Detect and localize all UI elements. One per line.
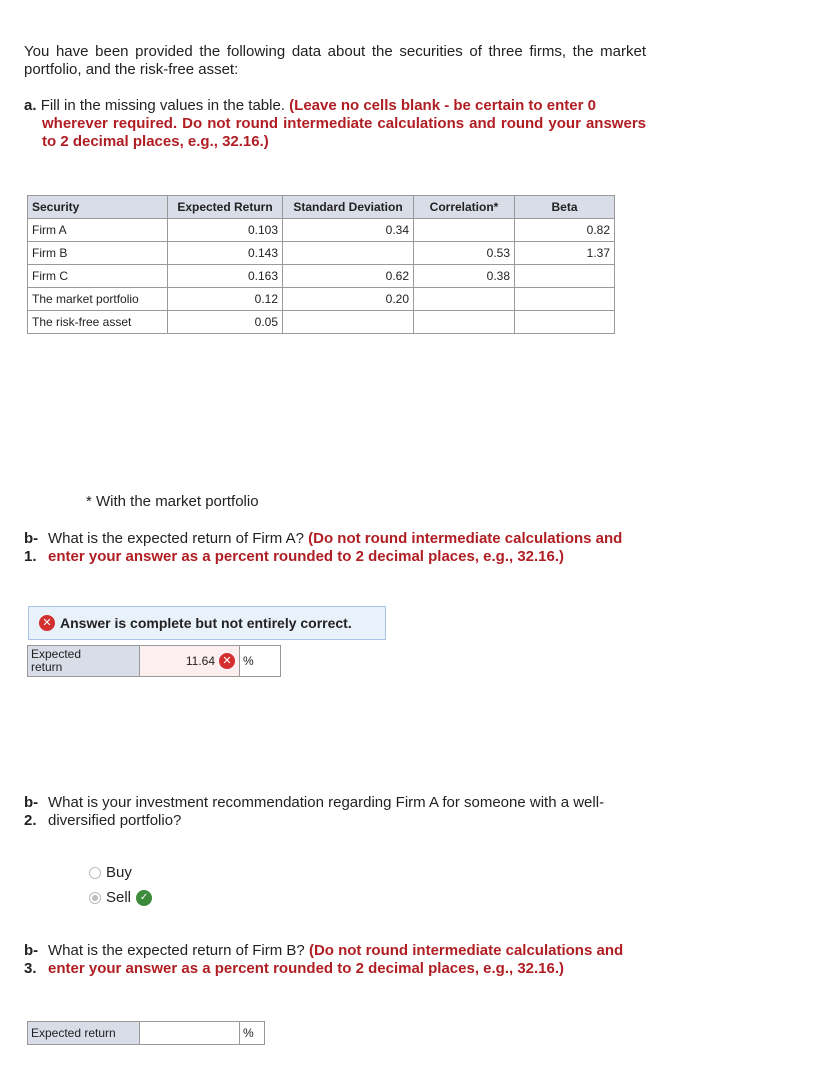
x-circle-icon: ✕ <box>39 615 55 631</box>
radio-sell-circle[interactable] <box>89 892 101 904</box>
intro-text: You have been provided the following data about the securities of three firms, the market portfolio, and the risk-free asset: <box>24 43 646 78</box>
cell-beta: 1.37 <box>515 242 615 265</box>
cell-standard-deviation: 0.34 <box>283 219 414 242</box>
cell-standard-deviation <box>283 311 414 334</box>
footnote: * With the market portfolio <box>86 493 259 510</box>
cell-beta <box>515 288 615 311</box>
banner-text: Answer is complete but not entirely correct. <box>60 615 352 631</box>
header-expected-return: Expected Return <box>168 196 283 219</box>
cell-expected-return: 0.05 <box>168 311 283 334</box>
b1-text: What is the expected return of Firm A? <box>48 530 304 547</box>
cell-security: Firm B <box>28 242 168 265</box>
b1-percent-unit: % <box>240 646 280 676</box>
b3-instruction-1: (Do not round intermediate calculations and <box>308 942 624 959</box>
part-a-question <box>24 97 646 151</box>
b3-number-part1: b- <box>24 942 39 959</box>
cell-standard-deviation <box>283 242 414 265</box>
b1-answer-value: 11.64 <box>185 654 215 668</box>
b1-number-part2: 1. <box>24 548 37 565</box>
cell-expected-return: 0.12 <box>168 288 283 311</box>
radio-sell-label: Sell <box>106 889 132 906</box>
header-correlation: Correlation* <box>414 196 515 219</box>
b3-text: What is the expected return of Firm B? <box>48 942 305 959</box>
cell-correlation <box>414 311 515 334</box>
b3-instruction-2: enter your answer as a percent rounded to 2 decimal places, e.g., 32.16.) <box>48 960 565 977</box>
b2-text-line1: What is your investment recommendation regarding Firm A for someone with a well- <box>48 794 605 811</box>
cell-correlation: 0.38 <box>414 265 515 288</box>
b1-instruction-2: enter your answer as a percent rounded to 2 decimal places, e.g., 32.16.) <box>48 548 565 565</box>
b2-text-line2: diversified portfolio? <box>48 812 182 829</box>
cell-standard-deviation: 0.20 <box>283 288 414 311</box>
radio-buy[interactable] <box>89 864 132 881</box>
part-a-instruction-1: (Leave no cells blank - be certain to enter 0 <box>289 97 596 114</box>
table-row <box>28 219 615 242</box>
cell-expected-return: 0.103 <box>168 219 283 242</box>
b1-instruction-1: (Do not round intermediate calculations and <box>308 530 623 547</box>
b1-expected-return-input[interactable] <box>140 646 240 676</box>
b3-number-part2: 3. <box>24 960 37 977</box>
b3-answer-label: Expected return <box>28 1022 140 1044</box>
cell-expected-return: 0.143 <box>168 242 283 265</box>
radio-sell[interactable] <box>89 889 152 906</box>
table-header-row <box>28 196 615 219</box>
table-row <box>28 265 615 288</box>
cell-security: Firm C <box>28 265 168 288</box>
cell-beta <box>515 265 615 288</box>
part-a-instruction-2: wherever required. Do not round intermediate calculations and round your answers to 2 decimal places, e.g., 32.16.) <box>42 115 646 150</box>
cell-beta <box>515 311 615 334</box>
header-security: Security <box>28 196 168 219</box>
b1-number-part1: b- <box>24 530 39 547</box>
cell-expected-return: 0.163 <box>168 265 283 288</box>
b2-number-part1: b- <box>24 794 39 811</box>
table-row <box>28 288 615 311</box>
radio-buy-label: Buy <box>106 864 132 881</box>
table-row <box>28 242 615 265</box>
question-b1 <box>24 530 654 568</box>
cell-beta: 0.82 <box>515 219 615 242</box>
b3-answer-row <box>27 1021 265 1045</box>
header-standard-deviation: Standard Deviation <box>283 196 414 219</box>
cell-correlation: 0.53 <box>414 242 515 265</box>
cell-correlation <box>414 288 515 311</box>
b3-percent-unit: % <box>240 1022 264 1044</box>
cell-security: Firm A <box>28 219 168 242</box>
b1-answer-label-line1: Expected <box>31 647 82 661</box>
cell-correlation <box>414 219 515 242</box>
b2-number-part2: 2. <box>24 812 37 829</box>
part-a-label: a. <box>24 97 37 114</box>
b3-expected-return-input[interactable] <box>140 1022 240 1044</box>
check-circle-icon: ✓ <box>136 890 152 906</box>
cell-security: The risk-free asset <box>28 311 168 334</box>
securities-table <box>27 195 615 334</box>
b1-answer-label <box>28 646 140 676</box>
part-a-text: Fill in the missing values in the table. <box>40 97 285 114</box>
x-circle-icon: ✕ <box>219 653 235 669</box>
radio-buy-circle[interactable] <box>89 867 101 879</box>
header-beta: Beta <box>515 196 615 219</box>
question-b3 <box>24 942 654 980</box>
question-b2 <box>24 794 654 832</box>
answer-status-banner <box>28 606 386 640</box>
table-row <box>28 311 615 334</box>
cell-standard-deviation: 0.62 <box>283 265 414 288</box>
cell-security: The market portfolio <box>28 288 168 311</box>
b1-answer-row <box>27 645 281 677</box>
b1-answer-label-line2: return <box>31 660 63 674</box>
